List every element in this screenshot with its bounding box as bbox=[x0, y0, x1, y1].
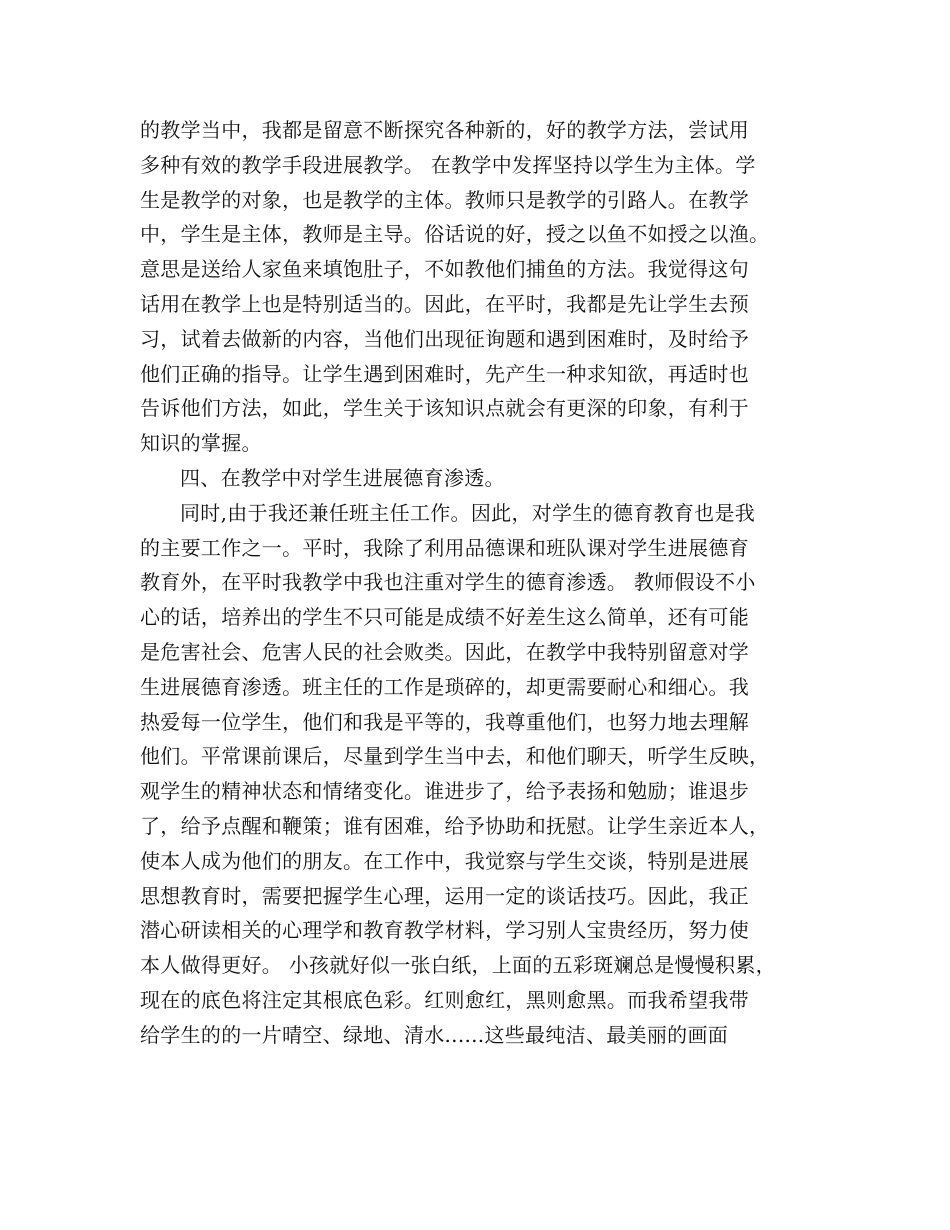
text-line: 是危害社会、危害人民的社会败类。因此，在教学中我特别留意对学 bbox=[140, 639, 749, 664]
text-line: 心的话，培养出的学生不只可能是成绩不好差生这么简单，还有可能 bbox=[140, 605, 749, 630]
text-line: 的主要工作之一。平时，我除了利用品德课和班队课对学生进展德育 bbox=[140, 535, 749, 560]
text-line: 热爱每一位学生，他们和我是平等的，我尊重他们，也努力地去理解 bbox=[140, 709, 749, 734]
body-text bbox=[140, 113, 820, 1053]
text-line: 潜心研读相关的心理学和教育教学材料，学习别人宝贵经历，努力使 bbox=[140, 918, 749, 943]
text-line: 意思是送给人家鱼来填饱肚子，不如教他们捕鱼的方法。我觉得这句 bbox=[140, 257, 749, 282]
text-line: 生是教学的对象，也是教学的主体。教师只是教学的引路人。在教学 bbox=[140, 187, 749, 212]
text-line: 生进展德育渗透。班主任的工作是琐碎的，却更需要耐心和细心。我 bbox=[140, 674, 749, 699]
text-line: 观学生的精神状态和情绪变化。谁进步了，给予表扬和勉励；谁退步 bbox=[140, 779, 749, 804]
text-line: 教育外，在平时我教学中我也注重对学生的德育渗透。 教师假设不小 bbox=[140, 570, 756, 595]
text-line: 多种有效的教学手段进展教学。 在教学中发挥坚持以学生为主体。学 bbox=[140, 152, 756, 177]
text-line: 同时,由于我还兼任班主任工作。因此，对学生的德育教育也是我 bbox=[180, 500, 756, 525]
text-line: 本人做得更好。 小孩就好似一张白纸，上面的五彩斑斓总是慢慢积累， bbox=[140, 953, 776, 978]
text-line: 话用在教学上也是特别适当的。因此，在平时，我都是先让学生去预 bbox=[140, 291, 749, 316]
text-line: 他们。平常课前课后，尽量到学生当中去，和他们聊天，听学生反映， bbox=[140, 744, 770, 769]
text-line: 的教学当中，我都是留意不断探究各种新的，好的教学方法，尝试用 bbox=[140, 118, 749, 142]
text-line: 告诉他们方法，如此，学生关于该知识点就会有更深的印象，有利于 bbox=[140, 396, 749, 421]
text-line: 中，学生是主体，教师是主导。俗话说的好，授之以鱼不如授之以渔。 bbox=[140, 222, 770, 247]
text-line: 知识的掌握。 bbox=[140, 431, 262, 456]
text-line: 给学生的的一片晴空、绿地、清水......这些最纯洁、最美丽的画面 bbox=[140, 1022, 729, 1047]
text-line: 现在的底色将注定其根底色彩。红则愈红，黑则愈黑。而我希望我带 bbox=[140, 987, 749, 1012]
text-line: 习，试着去做新的内容，当他们出现征询题和遇到困难时，及时给予 bbox=[140, 326, 749, 351]
text-line: 他们正确的指导。让学生遇到困难时，先产生一种求知欲，再适时也 bbox=[140, 361, 749, 386]
text-line: 了，给予点醒和鞭策；谁有困难，给予协助和抚慰。让学生亲近本人， bbox=[140, 813, 770, 838]
text-line: 思想教育时，需要把握学生心理，运用一定的谈话技巧。因此，我正 bbox=[140, 883, 749, 908]
section-heading: 四、在教学中对学生进展德育渗透。 bbox=[180, 465, 505, 490]
text-line: 使本人成为他们的朋友。在工作中，我觉察与学生交谈，特别是进展 bbox=[140, 848, 749, 873]
